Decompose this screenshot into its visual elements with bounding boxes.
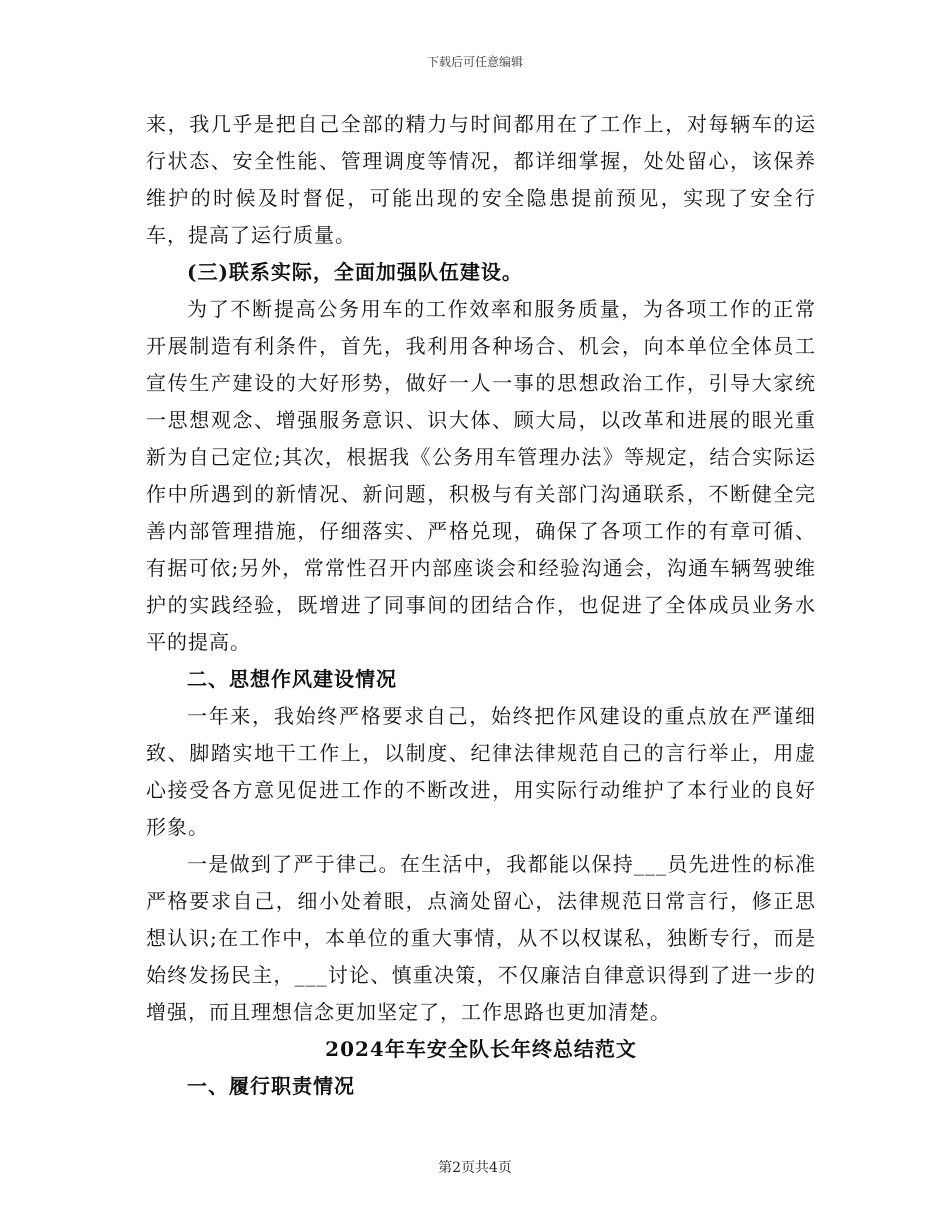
document-body: [146, 106, 816, 1105]
document-title: 2024年车安全队长年终总结范文: [325, 1037, 637, 1061]
section-heading-team-building: (三)联系实际，全面加强队伍建设。: [187, 260, 523, 284]
paragraph-self-discipline: 一是做到了严于律己。在生活中，我都能以保持___员先进性的标准严格要求自己，细小处着眼，点滴处留心，法律规范日常言行，修正思想认识;在工作中，本单位的重大事情，从不以权谋私，独断专行，而是始终发扬民主，___讨论、慎重决策，不仅廉洁自律意识得到了进一步的增强，而且理想信念更加坚定了，工作思路也更加清楚。: [146, 852, 816, 1024]
section-heading-ideology: 二、思想作风建设情况: [187, 667, 397, 691]
section-heading-duties: 一、履行职责情况: [187, 1074, 355, 1098]
page-header-note: 下载后可任意编辑: [426, 55, 523, 69]
page-number: 第2页共4页: [438, 1160, 512, 1176]
paragraph-team-building: 为了不断提高公务用车的工作效率和服务质量，为各项工作的正常开展制造有利条件，首先，我利用各种场合、机会，向本单位全体员工宣传生产建设的大好形势，做好一人一事的思想政治工作，引导大家统一思想观念、增强服务意识、识大体、顾大局，以改革和进展的眼光重新为自己定位;其次，根据我《公务用车管理办法》等规定，结合实际运作中所遇到的新情况、新问题，积极与有关部门沟通联系，不断健全完善内部管理措施，仔细落实、严格兑现，确保了各项工作的有章可循、有据可依;另外，常常性召开内部座谈会和经验沟通会，沟通车辆驾驶维护的实践经验，既增进了同事间的团结合作，也促进了全体成员业务水平的提高。: [146, 297, 816, 654]
paragraph-continuation: 来，我几乎是把自己全部的精力与时间都用在了工作上，对每辆车的运行状态、安全性能、管理调度等情况，都详细掌握，处处留心，该保养维护的时候及时督促，可能出现的安全隐患提前预见，实现了安全行车，提高了运行质量。: [146, 112, 816, 247]
paragraph-ideology: 一年来，我始终严格要求自己，始终把作风建设的重点放在严谨细致、脚踏实地干工作上，以制度、纪律法律规范自己的言行举止，用虚心接受各方意见促进工作的不断改进，用实际行动维护了本行业的良好形象。: [146, 704, 816, 839]
